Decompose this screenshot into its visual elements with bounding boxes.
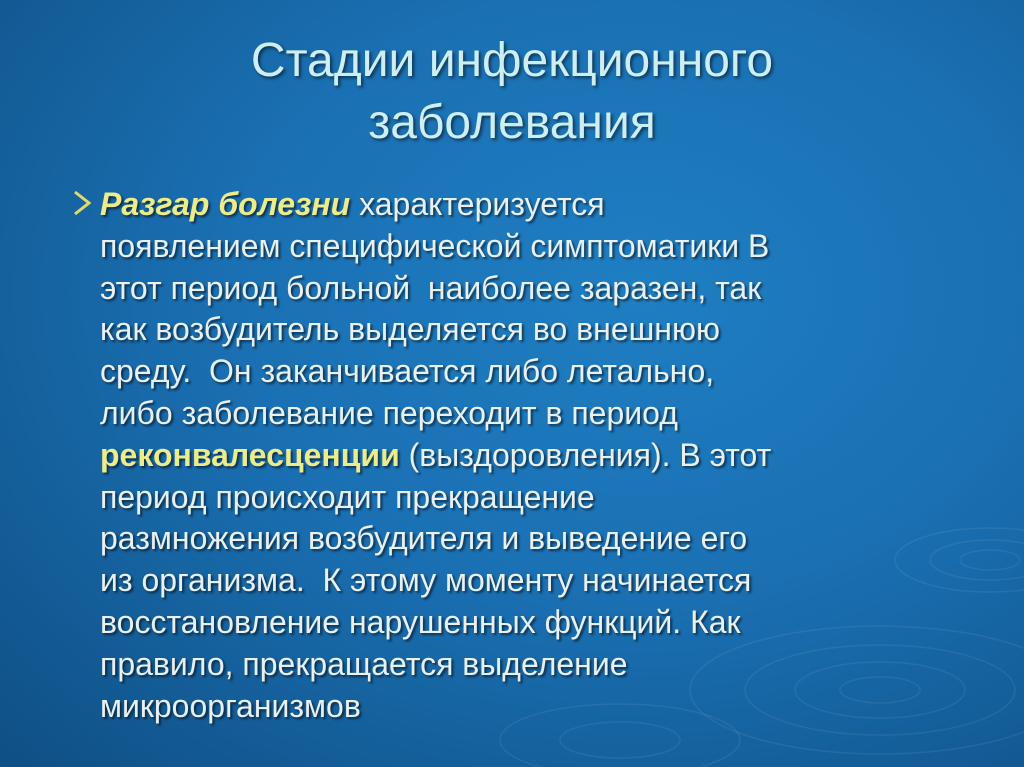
- bullet-text: [100, 184, 952, 727]
- text-line: из организма. К этому моменту начинается: [100, 562, 752, 599]
- slide-title-line-2: заболевания: [368, 96, 656, 149]
- text-run: (выздоровления). В этот: [399, 436, 772, 473]
- text-line: либо заболевание переходит в период: [100, 394, 678, 431]
- text-line: [100, 435, 952, 477]
- text-line: микроорганизмов: [100, 687, 361, 724]
- text-line: этот период больной наиболее заразен, так: [100, 269, 762, 306]
- text-line: размножения возбудителя и выведение его: [100, 520, 748, 557]
- text-line: восстановление нарушенных функций. Как: [100, 603, 741, 640]
- text-line: период происходит прекращение: [100, 478, 595, 515]
- highlighted-term: реконвалесценции: [100, 436, 400, 473]
- text-line: появлением специфической симптоматики В: [100, 227, 770, 264]
- text-line: правило, прекращается выделение: [100, 645, 628, 682]
- slide-title: [112, 30, 912, 154]
- text-line: как возбудитель выделяется во внешнюю: [100, 311, 720, 348]
- text-line: среду. Он заканчивается либо летально,: [100, 353, 715, 390]
- text-run: характеризуется: [350, 186, 605, 222]
- text-line: [100, 184, 952, 226]
- arrowhead-bullet-icon: [72, 189, 94, 217]
- emphasized-term: Разгар болезни: [100, 186, 351, 222]
- slide-title-line-1: Стадии инфекционного: [250, 34, 774, 87]
